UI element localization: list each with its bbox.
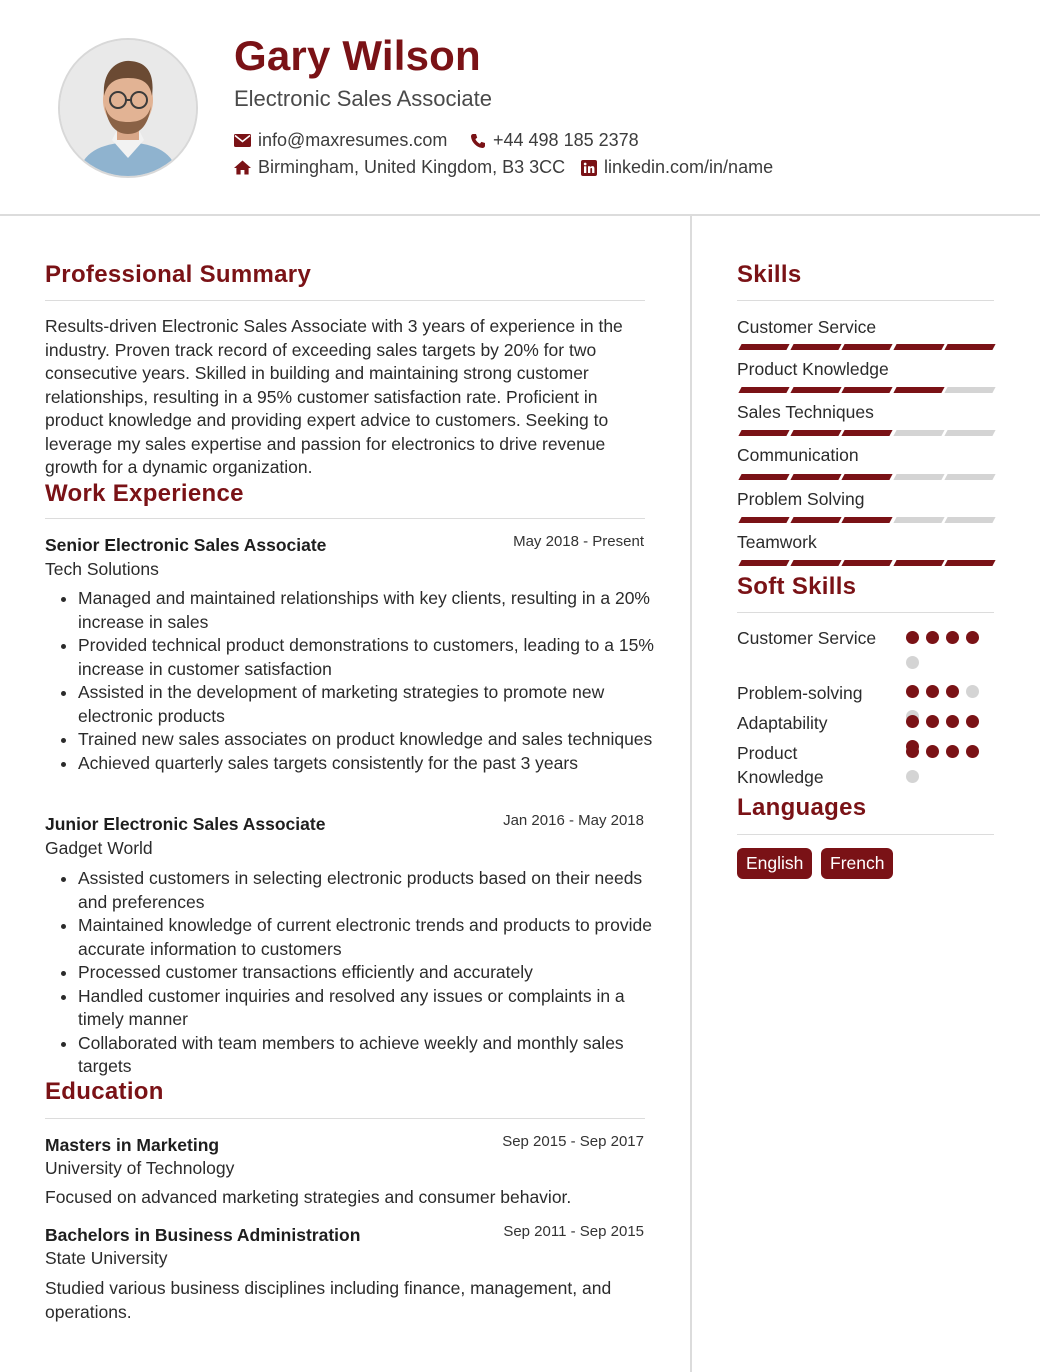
skill-segment-filled bbox=[841, 387, 892, 393]
address-text: Birmingham, United Kingdom, B3 3CC bbox=[258, 157, 566, 177]
bullet-item: • Maintained knowledge of current electronic trends and products to provide accurate information to customers bbox=[78, 914, 655, 961]
candidate-name: Gary Wilson bbox=[234, 32, 481, 79]
soft-skills-heading: Soft Skills bbox=[737, 573, 857, 600]
bullet-item: • Collaborated with team members to achieve weekly and monthly sales targets bbox=[78, 1032, 655, 1079]
soft-skill-name: Customer Service bbox=[737, 628, 877, 648]
education-dates: Sep 2015 - Sep 2017 bbox=[502, 1133, 644, 1150]
skill-segment-filled bbox=[790, 560, 841, 566]
rating-dot-filled bbox=[946, 685, 959, 698]
column-divider bbox=[690, 216, 692, 1372]
skill-segment-filled bbox=[738, 387, 789, 393]
skill-segment-filled bbox=[893, 387, 944, 393]
skill-segment-filled bbox=[841, 517, 892, 523]
skill-level-bar bbox=[737, 430, 993, 436]
skill-segment-filled bbox=[738, 430, 789, 436]
rating-dot-filled bbox=[966, 631, 979, 644]
skill-segment-empty bbox=[893, 430, 944, 436]
skill-segment-filled bbox=[738, 344, 789, 350]
school-name: State University bbox=[45, 1248, 168, 1268]
job-title: Senior Electronic Sales Associate bbox=[45, 535, 327, 555]
skill-segment-empty bbox=[944, 430, 995, 436]
skill-level-bar bbox=[737, 517, 993, 523]
skill-segment-filled bbox=[738, 560, 789, 566]
email-text: info@maxresumes.com bbox=[258, 130, 448, 150]
rating-dot-filled bbox=[926, 685, 939, 698]
resume-header bbox=[0, 0, 1040, 216]
soft-skill-name: Adaptability bbox=[737, 713, 828, 733]
skill-name: Customer Service bbox=[737, 317, 877, 337]
rating-dot-filled bbox=[926, 745, 939, 758]
bullet-item: • Trained new sales associates on product knowledge and sales techniques bbox=[78, 728, 655, 752]
skill-segment-filled bbox=[738, 474, 789, 480]
skill-segment-empty bbox=[944, 387, 995, 393]
bullet-item: • Achieved quarterly sales targets consistently for the past 3 years bbox=[78, 752, 655, 776]
education-description: Focused on advanced marketing strategies and consumer behavior. bbox=[45, 1187, 572, 1207]
skill-name: Teamwork bbox=[737, 532, 817, 552]
skill-segment-filled bbox=[893, 560, 944, 566]
skill-level-bar bbox=[737, 387, 993, 393]
linkedin-icon bbox=[581, 160, 597, 176]
rating-dot-empty bbox=[966, 685, 979, 698]
language-tag: French bbox=[821, 848, 893, 879]
bullet-item: • Assisted in the development of marketing strategies to promote new electronic products bbox=[78, 681, 655, 728]
skill-name: Problem Solving bbox=[737, 489, 865, 509]
skills-heading: Skills bbox=[737, 261, 802, 288]
address-contact bbox=[234, 157, 565, 178]
skill-segment-filled bbox=[790, 474, 841, 480]
skill-segment-filled bbox=[790, 430, 841, 436]
skill-segment-empty bbox=[893, 517, 944, 523]
skill-segment-filled bbox=[944, 344, 995, 350]
soft-skill-name: Problem-solving bbox=[737, 683, 863, 703]
job-dates: Jan 2016 - May 2018 bbox=[503, 812, 644, 829]
skill-level-bar bbox=[737, 344, 993, 350]
language-tag: English bbox=[737, 848, 812, 879]
candidate-title: Electronic Sales Associate bbox=[234, 86, 493, 111]
rating-dot-filled bbox=[906, 745, 919, 758]
home-icon bbox=[234, 160, 251, 175]
skill-segment-filled bbox=[893, 344, 944, 350]
skill-segment-empty bbox=[944, 517, 995, 523]
job-company: Gadget World bbox=[45, 838, 153, 858]
avatar bbox=[58, 38, 198, 178]
skill-segment-filled bbox=[841, 430, 892, 436]
skill-name: Communication bbox=[737, 445, 859, 465]
rating-dot-filled bbox=[946, 715, 959, 728]
education-heading: Education bbox=[45, 1078, 164, 1105]
skill-segment-empty bbox=[893, 474, 944, 480]
section-divider bbox=[737, 300, 994, 301]
rating-dot-filled bbox=[906, 685, 919, 698]
skill-segment-filled bbox=[790, 344, 841, 350]
education-dates: Sep 2011 - Sep 2015 bbox=[503, 1223, 644, 1240]
bullet-item: • Assisted customers in selecting electronic products based on their needs and preferences bbox=[78, 867, 655, 914]
section-divider bbox=[45, 300, 645, 301]
skill-segment-filled bbox=[790, 387, 841, 393]
bullet-item: • Handled customer inquiries and resolved any issues or complaints in a timely manner bbox=[78, 985, 655, 1032]
rating-dot-filled bbox=[946, 745, 959, 758]
phone-text: +44 498 185 2378 bbox=[493, 130, 639, 150]
rating-dot-filled bbox=[906, 715, 919, 728]
skill-level-bar bbox=[737, 560, 993, 566]
rating-dot-filled bbox=[966, 715, 979, 728]
skill-segment-filled bbox=[841, 344, 892, 350]
job-bullets bbox=[45, 587, 655, 775]
summary-heading: Professional Summary bbox=[45, 261, 312, 288]
skill-segment-filled bbox=[841, 474, 892, 480]
job-title: Junior Electronic Sales Associate bbox=[45, 814, 326, 834]
education-description: Studied various business disciplines including finance, management, and operations. bbox=[45, 1278, 612, 1322]
languages-heading: Languages bbox=[737, 794, 867, 821]
phone-contact[interactable] bbox=[470, 130, 639, 151]
rating-dot-filled bbox=[926, 631, 939, 644]
rating-dot-filled bbox=[926, 715, 939, 728]
job-company: Tech Solutions bbox=[45, 559, 159, 579]
bullet-item: • Provided technical product demonstrations to customers, leading to a 15% increase in customer satisfaction bbox=[78, 634, 655, 681]
linkedin-text: linkedin.com/in/name bbox=[604, 157, 774, 177]
skill-name: Sales Techniques bbox=[737, 402, 874, 422]
rating-dot-filled bbox=[946, 631, 959, 644]
section-divider bbox=[45, 518, 645, 519]
section-divider bbox=[45, 1118, 645, 1119]
skill-segment-filled bbox=[738, 517, 789, 523]
school-name: University of Technology bbox=[45, 1158, 235, 1178]
rating-dot-empty bbox=[906, 770, 919, 783]
rating-dot-empty bbox=[906, 656, 919, 669]
envelope-icon bbox=[234, 134, 251, 147]
rating-dot-filled bbox=[906, 631, 919, 644]
linkedin-contact[interactable] bbox=[581, 157, 773, 178]
skill-segment-filled bbox=[790, 517, 841, 523]
skill-segment-filled bbox=[944, 560, 995, 566]
degree-title: Masters in Marketing bbox=[45, 1135, 220, 1155]
summary-text: Results-driven Electronic Sales Associate with 3 years of experience in the industry. Proven track record of exceeding sales targets by 20% for two consecutive years. Skilled in building and maintaining strong customer relationships, resulting in a 95% customer satisfaction rate. Proficient in product knowledge and providing expert advice to customers. Seeking to leverage my sales expertise and passion for electronics to drive revenue growth for a dynamic organization. bbox=[45, 316, 623, 477]
bullet-item: • Processed customer transactions efficiently and accurately bbox=[78, 961, 655, 985]
degree-title: Bachelors in Business Administration bbox=[45, 1225, 361, 1245]
skill-segment-filled bbox=[841, 560, 892, 566]
profile-photo bbox=[60, 40, 196, 176]
rating-dot-filled bbox=[966, 745, 979, 758]
bullet-item: • Managed and maintained relationships with key clients, resulting in a 20% increase in sales bbox=[78, 587, 655, 634]
skill-level-bar bbox=[737, 474, 993, 480]
email-contact[interactable] bbox=[234, 130, 447, 151]
skill-segment-empty bbox=[944, 474, 995, 480]
job-bullets bbox=[45, 867, 655, 1079]
skill-name: Product Knowledge bbox=[737, 359, 889, 379]
soft-skill-name: Product Knowledge bbox=[737, 743, 824, 787]
job-dates: May 2018 - Present bbox=[513, 533, 644, 550]
experience-heading: Work Experience bbox=[45, 480, 244, 507]
section-divider bbox=[737, 834, 994, 835]
phone-icon bbox=[470, 133, 486, 149]
section-divider bbox=[737, 612, 994, 613]
